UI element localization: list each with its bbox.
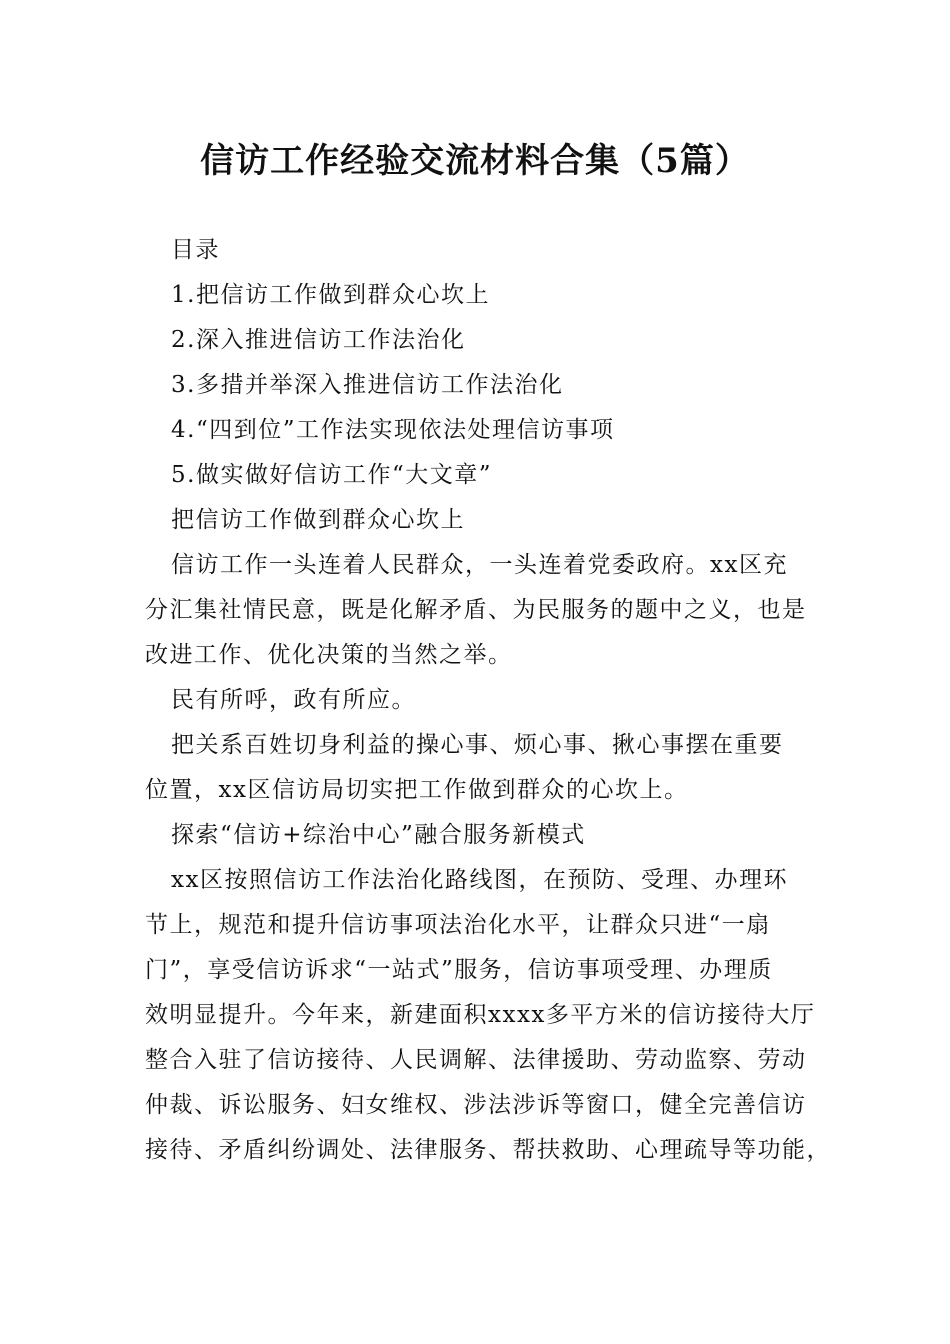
paragraph-line: 接待、矛盾纠纷调处、法律服务、帮扶救助、心理疏导等功能， <box>145 1137 831 1163</box>
toc-item-1: 1.把信访工作做到群众心坎上 <box>171 282 490 308</box>
paragraph-line: 信访工作一头连着人民群众，一头连着党委政府。xx区充 <box>171 552 788 578</box>
toc-item-3: 3.多措并举深入推进信访工作法治化 <box>171 372 564 398</box>
article-title: 把信访工作做到群众心坎上 <box>171 507 465 533</box>
paragraph-line: 门”，享受信访诉求“一站式”服务，信访事项受理、办理质 <box>145 957 773 983</box>
toc-item-2: 2.深入推进信访工作法治化 <box>171 327 466 353</box>
paragraph-line: 整合入驻了信访接待、人民调解、法律援助、劳动监察、劳动 <box>145 1047 807 1073</box>
paragraph-line: 分汇集社情民意，既是化解矛盾、为民服务的题中之义，也是 <box>145 597 807 623</box>
toc-item-5: 5.做实做好信访工作“大文章” <box>171 462 492 488</box>
paragraph-1 <box>145 543 835 678</box>
document-title: 信访工作经验交流材料合集（5篇） <box>200 141 750 181</box>
paragraph-line: 效明显提升。今年来，新建面积xxxx多平方米的信访接待大厅 <box>145 1002 816 1028</box>
document-body <box>145 228 835 1173</box>
paragraph-line: 把关系百姓切身利益的操心事、烦心事、揪心事摆在重要 <box>171 732 784 758</box>
paragraph-line: 探索“信访+综治中心”融合服务新模式 <box>171 822 586 848</box>
paragraph-line: 位置，xx区信访局切实把工作做到群众的心坎上。 <box>145 777 689 803</box>
paragraph-line: xx区按照信访工作法治化路线图，在预防、受理、办理环 <box>171 867 788 893</box>
paragraph-line: 改进工作、优化决策的当然之举。 <box>145 642 513 668</box>
paragraph-5 <box>145 858 835 1173</box>
toc-item-4: 4.“四到位”工作法实现依法处理信访事项 <box>171 417 615 443</box>
paragraph-line: 节上，规范和提升信访事项法治化水平，让群众只进“一扇 <box>145 912 771 938</box>
paragraph-line: 民有所呼，政有所应。 <box>171 687 416 713</box>
paragraph-3 <box>145 723 835 813</box>
toc-heading: 目录 <box>171 237 220 263</box>
paragraph-2 <box>145 678 835 723</box>
section-heading <box>145 813 835 858</box>
paragraph-line: 仲裁、诉讼服务、妇女维权、涉法涉诉等窗口，健全完善信访 <box>145 1092 807 1118</box>
